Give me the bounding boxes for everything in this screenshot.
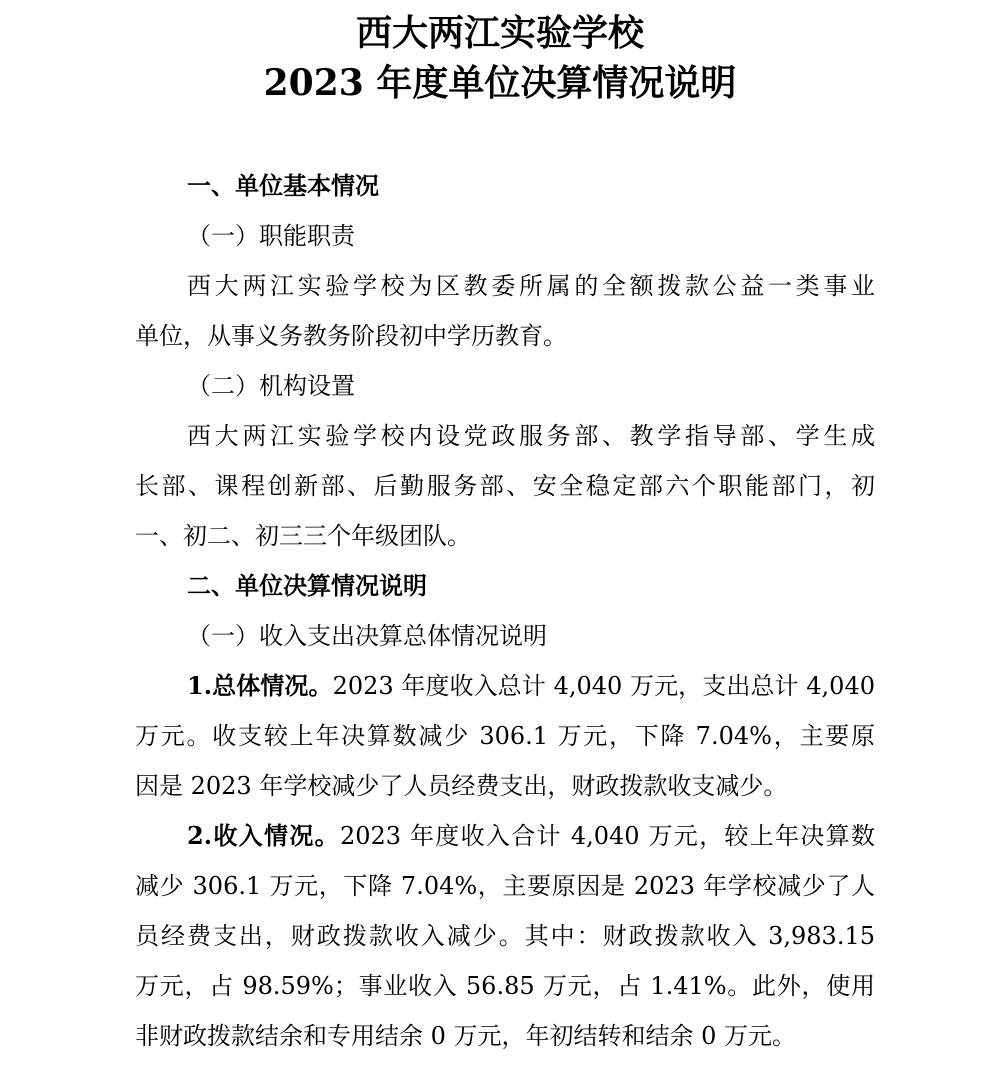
subsection-1-1-heading: （一）职能职责	[187, 222, 355, 250]
paragraph-line: 单位，从事义务教务阶段初中学历教育。	[135, 322, 567, 350]
paragraph-line: 员经费支出，财政拨款收入减少。其中：财政拨款收入 3,983.15	[135, 922, 875, 950]
paragraph-line: 因是 2023 年学校减少了人员经费支出，财政拨款收支减少。	[135, 772, 788, 800]
paragraph-line: 一、初二、初三三个年级团队。	[135, 522, 471, 550]
document-title: 西大两江实验学校	[355, 12, 644, 54]
section-2-heading: 二、单位决算情况说明	[187, 571, 427, 600]
section-1-heading: 一、单位基本情况	[187, 171, 379, 200]
document-subtitle: 2023 年度单位决算情况说明	[263, 62, 737, 104]
paragraph-line: 2.收入情况。2023 年度收入合计 4,040 万元，较上年决算数	[187, 821, 875, 850]
paragraph-line: 万元，占 98.59%；事业收入 56.85 万元，占 1.41%。此外，使用	[135, 972, 875, 1000]
paragraph-label: 2.收入情况。	[187, 821, 340, 850]
paragraph-line: 长部、课程创新部、后勤服务部、安全稳定部六个职能部门，初	[135, 472, 875, 500]
subsection-1-2-heading: （二）机构设置	[187, 372, 355, 400]
paragraph-line: 西大两江实验学校为区教委所属的全额拨款公益一类事业	[187, 272, 875, 300]
paragraph-line: 非财政拨款结余和专用结余 0 万元，年初结转和结余 0 万元。	[135, 1022, 797, 1050]
subsection-2-1-heading: （一）收入支出决算总体情况说明	[187, 622, 547, 650]
paragraph-line: 减少 306.1 万元，下降 7.04%，主要原因是 2023 年学校减少了人	[135, 872, 875, 900]
paragraph-line: 1.总体情况。2023 年度收入总计 4,040 万元，支出总计 4,040	[187, 671, 875, 700]
paragraph-line: 万元。收支较上年决算数减少 306.1 万元，下降 7.04%，主要原	[135, 722, 875, 750]
paragraph-label: 1.总体情况。	[187, 671, 333, 700]
paragraph-line: 西大两江实验学校内设党政服务部、教学指导部、学生成	[187, 422, 875, 450]
